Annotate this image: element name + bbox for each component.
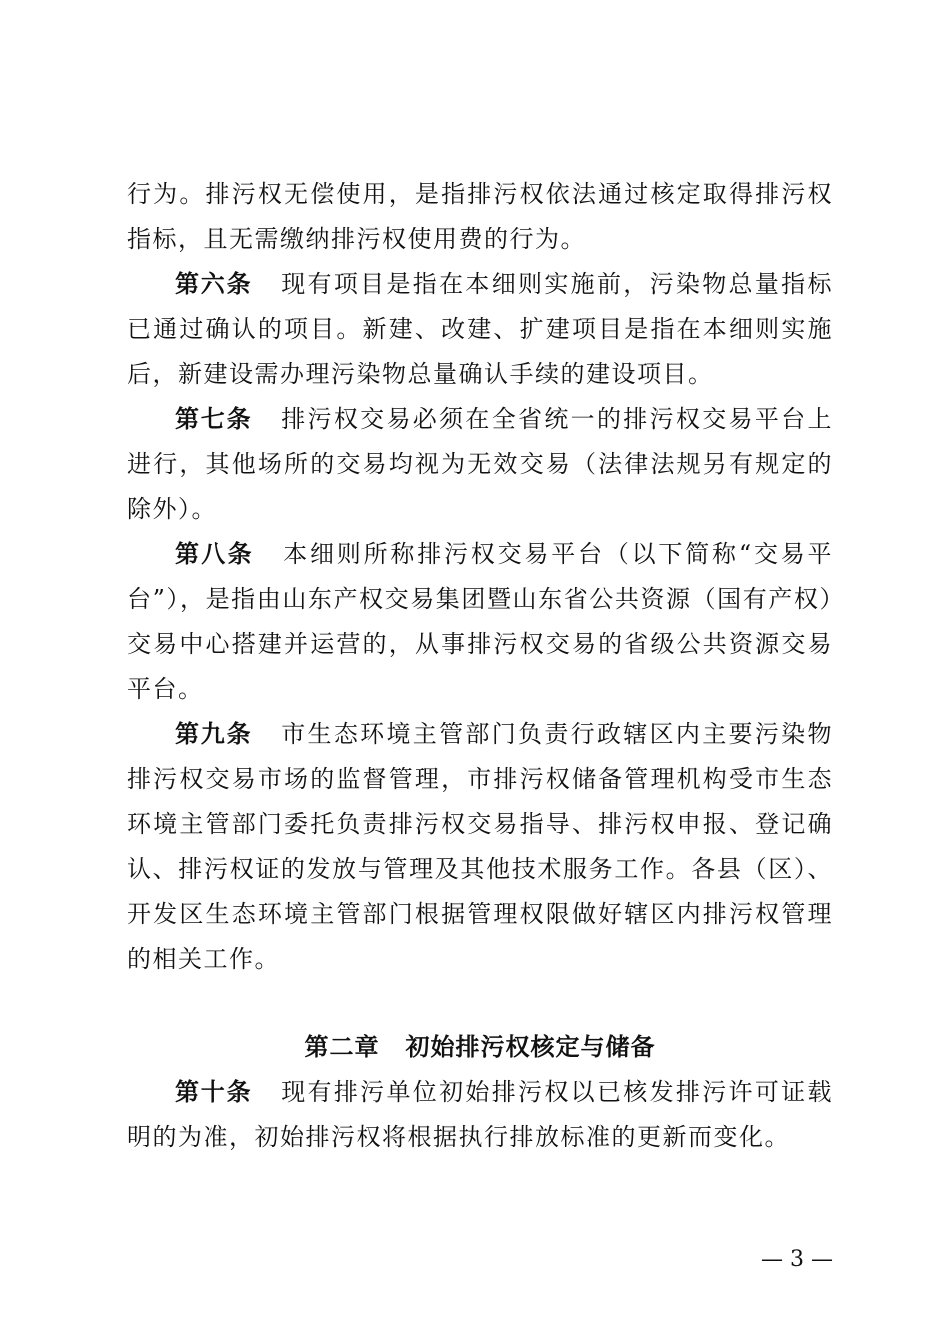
article-text: 市生态环境主管部门负责行政辖区内主要污染物排污权交易市场的监督管理，市排污权储备管理机构受市生态环境主管部门委托负责排污权交易指导、排污权申报、登记确认、排污权证的发放与管理及其他技术服务工作。各县（区）、开发区生态环境主管部门根据管理权限做好辖区内排污权管理的相关工作。 [127, 720, 833, 973]
article-text: 排污权交易必须在全省统一的排污权交易平台上进行，其他场所的交易均视为无效交易（法律法规另有规定的除外）。 [127, 405, 833, 523]
article-number: 第七条 [175, 405, 253, 433]
article-6 [127, 262, 833, 397]
paragraph-continuation [127, 172, 833, 262]
article-number: 第六条 [175, 270, 253, 298]
article-number: 第九条 [175, 720, 253, 748]
article-8 [127, 532, 833, 712]
paragraph-text: 行为。排污权无偿使用，是指排污权依法通过核定取得排污权指标，且无需缴纳排污权使用费的行为。 [127, 180, 833, 253]
article-7 [127, 397, 833, 532]
chapter-number: 第二章 [304, 1033, 380, 1061]
article-9 [127, 712, 833, 982]
page-number: — 3 — [761, 1247, 833, 1272]
chapter-title: 初始排污权核定与储备 [405, 1033, 656, 1061]
document-body [127, 172, 833, 1160]
article-number: 第十条 [175, 1078, 253, 1106]
chapter-heading [127, 1025, 833, 1070]
article-text: 本细则所称排污权交易平台（以下简称“交易平台”），是指由山东产权交易集团暨山东省公共资源（国有产权）交易中心搭建并运营的，从事排污权交易的省级公共资源交易平台。 [127, 540, 833, 703]
article-number: 第八条 [175, 540, 254, 568]
article-10 [127, 1070, 833, 1160]
article-text: 现有排污单位初始排污权以已核发排污许可证载明的为准，初始排污权将根据执行排放标准的更新而变化。 [127, 1078, 833, 1151]
article-text: 现有项目是指在本细则实施前，污染物总量指标已通过确认的项目。新建、改建、扩建项目是指在本细则实施后，新建设需办理污染物总量确认手续的建设项目。 [127, 270, 833, 388]
